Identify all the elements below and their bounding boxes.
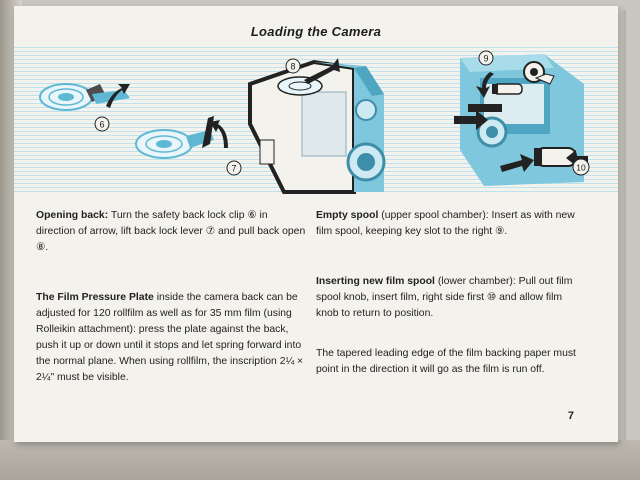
- svg-text:9: 9: [483, 53, 489, 64]
- empty-spool-heading: Empty spool: [316, 210, 379, 221]
- camera-figure-8: [250, 58, 384, 192]
- page-number: 7: [567, 410, 574, 422]
- callout-6: [95, 117, 109, 131]
- background-table: [0, 440, 640, 480]
- callout-9: [479, 51, 493, 65]
- callout-10: [573, 159, 589, 175]
- pressure-plate-text: inside the camera back can be adjusted for 120 rollfilm as well as for 35 mm film (using Rolleikin attachment): press the plate against the back, push it up or down until it stops and let spring forward into the normal plane. When using rollfilm, the inscription 2¼ × 2¼" must be visible.: [36, 292, 304, 383]
- pressure-plate-paragraph: [36, 290, 306, 386]
- leading-edge-paragraph: The tapered leading edge of the film backing paper must point in the direction it will go as the film is run off.: [316, 348, 576, 375]
- new-film-spool-text: (lower chamber): Pull out film spool knob, insert film, right side first ⑩ and allow film knob to return to position.: [316, 276, 573, 319]
- opening-back-heading: Opening back:: [36, 210, 109, 221]
- callout-7: [227, 161, 241, 175]
- opening-back-text: Turn the safety back lock clip ⑥ in direction of arrow, lift back lock lever ⑦ and pull back open ⑧.: [36, 210, 306, 253]
- lock-clip-figure-6: [40, 84, 130, 110]
- callout-8: [286, 59, 300, 73]
- new-film-spool-heading: Inserting new film spool: [316, 276, 435, 287]
- loading-illustration: [14, 44, 618, 194]
- empty-spool-paragraph: [316, 208, 578, 240]
- svg-text:8: 8: [290, 61, 296, 72]
- page-title: Loading the Camera: [250, 24, 382, 39]
- right-column: [316, 208, 578, 378]
- svg-text:6: 6: [99, 119, 105, 130]
- manual-page: [14, 6, 618, 442]
- lock-lever-figure-7: [136, 116, 228, 158]
- left-column: [36, 208, 306, 386]
- empty-spool-text: (upper spool chamber): Insert as with new film spool, keeping key slot to the right ⑨.: [316, 210, 575, 237]
- pressure-plate-heading: The Film Pressure Plate: [36, 292, 154, 303]
- new-film-spool-paragraph: [316, 274, 578, 322]
- page-edge: [618, 10, 626, 440]
- svg-text:10: 10: [576, 162, 586, 173]
- opening-back-paragraph: [36, 208, 306, 256]
- svg-text:7: 7: [231, 163, 237, 174]
- spool-chamber-figures-9-10: [454, 54, 588, 186]
